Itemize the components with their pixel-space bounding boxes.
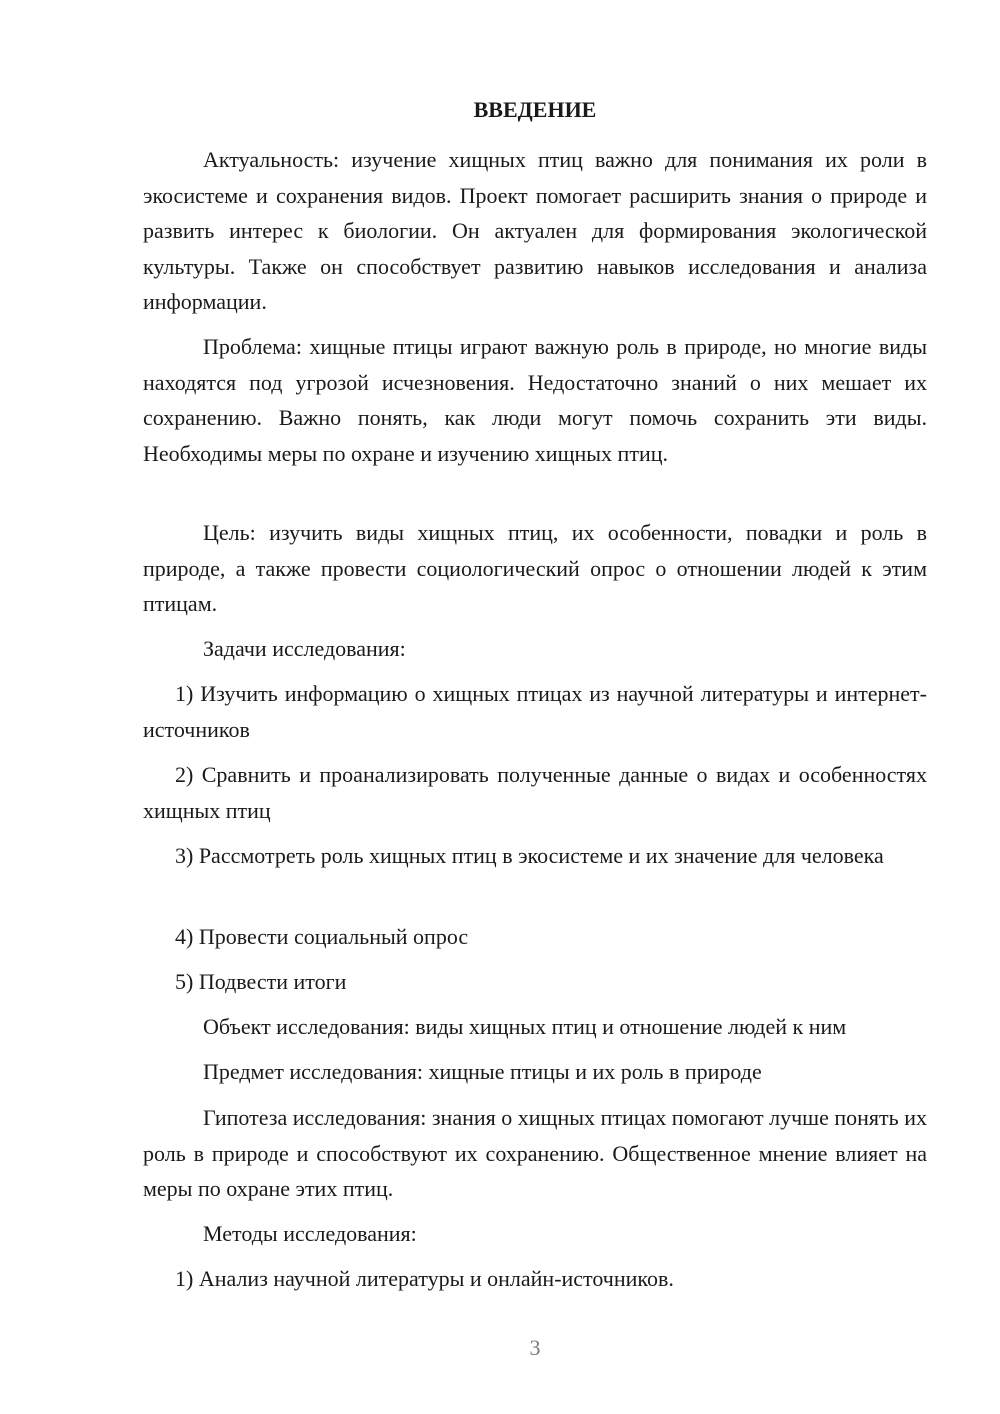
page-number: 3: [529, 1335, 541, 1360]
hypothesis-paragraph: Гипотеза исследования: знания о хищных птицах помогают лучше понять их роль в природе и способствуют их сохранению. Общественное мнение влияет на меры по охране этих птиц.: [143, 1105, 927, 1201]
section-title: ВВЕДЕНИЕ: [473, 97, 597, 122]
goal-paragraph: Цель: изучить виды хищных птиц, их особенности, повадки и роль в природе, а также провести социологический опрос о отношении людей к этим птицам.: [143, 520, 927, 616]
methods-heading: Методы исследования:: [203, 1221, 417, 1246]
tasks-heading: Задачи исследования:: [203, 636, 406, 661]
task-item: 2) Сравнить и проанализировать полученные данные о видах и особенностях хищных птиц: [143, 762, 927, 823]
subject-paragraph: Предмет исследования: хищные птицы и их роль в природе: [203, 1059, 762, 1084]
problem-paragraph: Проблема: хищные птицы играют важную роль в природе, но многие виды находятся под угрозой исчезновения. Недостаточно знаний о них мешает их сохранению. Важно понять, как люди могут помочь сохранить эти виды. Необходимы меры по охране и изучению хищных птиц.: [143, 334, 927, 466]
task-item: 4) Провести социальный опрос: [175, 924, 469, 949]
object-paragraph: Объект исследования: виды хищных птиц и отношение людей к ним: [203, 1014, 847, 1039]
task-item: 1) Изучить информацию о хищных птицах из научной литературы и интернет-источников: [143, 681, 927, 742]
document-page: [143, 0, 927, 1414]
task-item: 5) Подвести итоги: [175, 969, 347, 994]
method-item: 1) Анализ научной литературы и онлайн-источников.: [175, 1266, 674, 1291]
task-item: 3) Рассмотреть роль хищных птиц в экосистеме и их значение для человека: [175, 843, 884, 868]
relevance-paragraph: Актуальность: изучение хищных птиц важно для понимания их роли в экосистеме и сохранения видов. Проект помогает расширить знания о природе и развить интерес к биологии. Он актуален для формирования экологической культуры. Также он способствует развитию навыков исследования и анализа информации.: [143, 147, 927, 314]
